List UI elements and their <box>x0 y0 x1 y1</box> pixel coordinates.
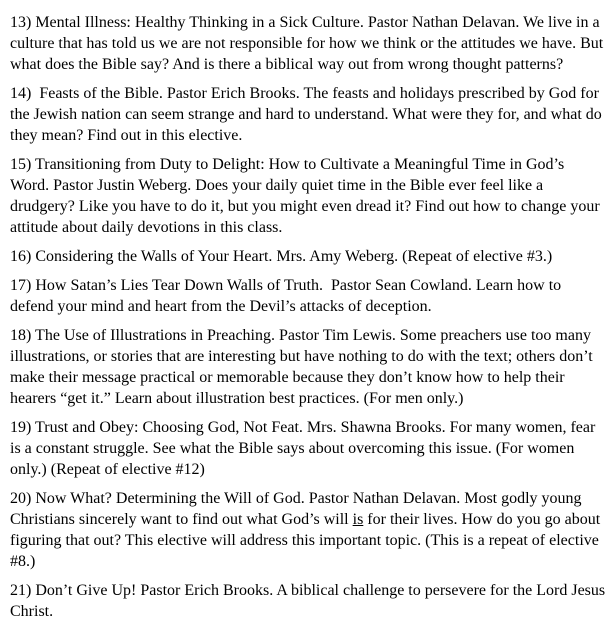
elective-15-paragraph: 15) Transitioning from Duty to Delight: How to Cultivate a Meaningful Time in God’s Word. Pastor Justin Weberg. Does your daily quiet time in the Bible ever feel like a drudgery? Like you have to do it, but you might even dread it? Find out how to change your attitude about daily devotions in this class. <box>10 156 604 236</box>
elective-18-paragraph: 18) The Use of Illustrations in Preaching. Pastor Tim Lewis. Some preachers use too many illustrations, or stories that are interesting but have nothing to do with the text; others don’t make their message practical or memorable because they don’t know how to help their hearers “get it.” Learn about illustration best practices. (For men only.) <box>10 327 597 407</box>
elective-20-underlined-word: is <box>352 511 364 528</box>
elective-20-paragraph <box>10 488 607 572</box>
elective-17-paragraph: 17) How Satan’s Lies Tear Down Walls of Truth. Pastor Sean Cowland. Learn how to defend your mind and heart from the Devil’s attacks of deception. <box>10 277 566 315</box>
elective-19-paragraph: 19) Trust and Obey: Choosing God, Not Feat. Mrs. Shawna Brooks. For many women, fear is a constant struggle. See what the Bible says about overcoming this issue. (For women only.) (Repeat of elective #12) <box>10 419 600 478</box>
elective-20-text-before: 20) Now What? Determining the Will of God. Pastor Nathan Delavan. Most godly young Christians sincerely want to find out what God’s will <box>10 490 586 528</box>
elective-14-paragraph: 14) Feasts of the Bible. Pastor Erich Brooks. The feasts and holidays prescribed by God for the Jewish nation can seem strange and hard to understand. What were they for, and what do they mean? Find out in this elective. <box>10 85 606 144</box>
elective-21-paragraph: 21) Don’t Give Up! Pastor Erich Brooks. A biblical challenge to persevere for the Lord Jesus Christ. <box>10 582 610 620</box>
elective-13-paragraph: 13) Mental Illness: Healthy Thinking in a Sick Culture. Pastor Nathan Delavan. We live in a culture that has told us we are not responsible for how we think or the attitudes we have. But what does the Bible say? And is there a biblical way out from wrong thought patterns? <box>10 14 608 73</box>
elective-16-paragraph: 16) Considering the Walls of Your Heart. Mrs. Amy Weberg. (Repeat of elective #3.) <box>10 248 553 265</box>
elective-20-text-after: for their lives. How do you go about figuring that out? This elective will address this important topic. (This is a repeat of elective #8.) <box>10 511 605 570</box>
